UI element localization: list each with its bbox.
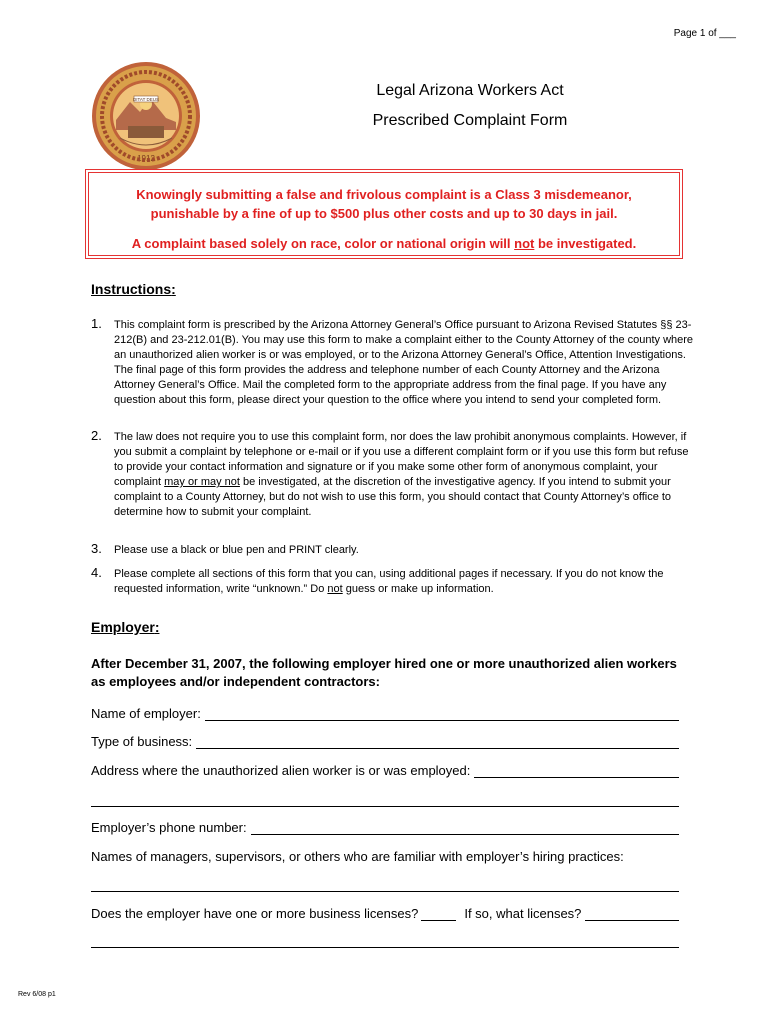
licenses-field[interactable] bbox=[91, 906, 679, 921]
work-address-line-2[interactable] bbox=[91, 806, 679, 807]
business-type-label: Type of business: bbox=[91, 734, 193, 749]
employer-name-field[interactable] bbox=[91, 706, 679, 721]
instruction-item-1: 1. This complaint form is prescribed by the Arizona Attorney General’s Office pursuant to Arizona Revised Statutes §§ 23-212(B) and 23-212.01(B). You may use this form to make a complaint either to the County Attorney of the county where an unauthorized alien worker is or was employed, or to the Arizona Attorney General’s Office, Attention Investigations. The final page of this form provides the address and telephone number of each County Attorney and the Arizona Attorney General’s Office. Mail the completed form to the appropriate address from the final page. If you have any question about this form, please direct your question to the office where you intend to send your completed form. bbox=[91, 316, 694, 406]
warning-line-3: A complaint based solely on race, color or national origin will not be investigated. bbox=[131, 236, 637, 251]
employer-heading: Employer: bbox=[91, 619, 160, 635]
seal-year: 1912 bbox=[137, 154, 155, 163]
business-type-line[interactable] bbox=[196, 736, 679, 749]
seal-banner: DITAT DEUS bbox=[132, 97, 160, 102]
revision-note: Rev 6/08 p1 bbox=[18, 991, 56, 998]
licenses-yes-no-line[interactable] bbox=[421, 908, 456, 921]
employer-phone-label: Employer’s phone number: bbox=[91, 820, 247, 835]
employer-name-label: Name of employer: bbox=[91, 706, 201, 721]
warning-line-2: punishable by a fine of up to $500 plus other costs and up to 30 days in jail. bbox=[150, 206, 618, 221]
warning-box bbox=[88, 172, 680, 256]
employer-phone-field[interactable] bbox=[91, 820, 679, 835]
licenses-which-line[interactable] bbox=[585, 908, 679, 921]
employer-name-line[interactable] bbox=[205, 708, 679, 721]
work-address-line[interactable] bbox=[474, 765, 679, 778]
business-type-field[interactable] bbox=[91, 734, 679, 749]
licenses-which-label: If so, what licenses? bbox=[464, 906, 582, 921]
licenses-question-label: Does the employer have one or more business licenses? bbox=[91, 906, 419, 921]
managers-line[interactable] bbox=[91, 891, 679, 892]
arizona-state-seal bbox=[90, 60, 202, 172]
warning-line-1: Knowingly submitting a false and frivolous complaint is a Class 3 misdemeanor, bbox=[136, 187, 632, 202]
page-indicator: Page 1 of ___ bbox=[673, 28, 736, 39]
work-address-label: Address where the unauthorized alien worker is or was employed: bbox=[91, 763, 471, 778]
instruction-item-2: 2. The law does not require you to use this complaint form, nor does the law prohibit anonymous complaints. However, if you submit a complaint by telephone or e-mail or if you use a different complaint form or if you use this form but refuse to provide your contact information and signature or if you make some other form of anonymous complaint, your complaint may or may not be investigated, at the discretion of the investigative agency. If you intend to submit your complaint to a County Attorney, but do not wish to use this form, you should contact that County Attorney’s office to determine how to submit your complaint. bbox=[91, 428, 689, 518]
licenses-line-2[interactable] bbox=[91, 947, 679, 948]
instructions-heading: Instructions: bbox=[91, 281, 176, 297]
form-subtitle: Prescribed Complaint Form bbox=[372, 112, 568, 129]
managers-field bbox=[91, 849, 679, 864]
employer-intro: After December 31, 2007, the following employer hired one or more unauthorized alien workers as employees and/or independent contractors: bbox=[91, 656, 677, 689]
instruction-item-4: 4. Please complete all sections of this form that you can, using additional pages if necessary. If you do not know the requested information, write “unknown.” Do not guess or make up information. bbox=[91, 565, 664, 595]
employer-phone-line[interactable] bbox=[251, 822, 679, 835]
form-title: Legal Arizona Workers Act bbox=[376, 82, 564, 99]
instruction-item-3: 3. Please use a black or blue pen and PRINT clearly. bbox=[91, 541, 359, 556]
work-address-field[interactable] bbox=[91, 763, 679, 778]
managers-label: Names of managers, supervisors, or others who are familiar with employer’s hiring practices: bbox=[91, 849, 624, 864]
